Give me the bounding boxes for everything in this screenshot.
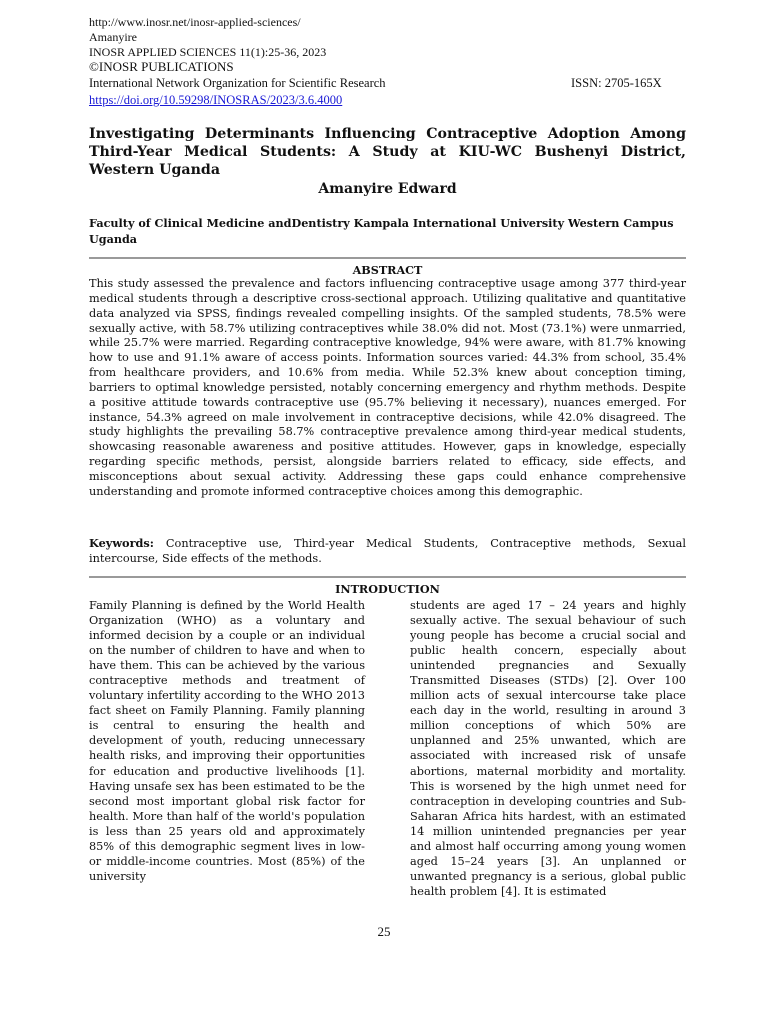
doi-link[interactable]: https://doi.org/10.59298/INOSRAS/2023/3.6.4000 <box>89 93 343 107</box>
keywords-text: Contraceptive use, Third-year Medical Students, Contraceptive methods, Sexual intercourse, Side effects of the methods. <box>89 537 686 565</box>
divider-introduction <box>89 576 686 578</box>
intro-right-column: students are aged 17 – 24 years and highly sexually active. The sexual behaviour of such young people has become a crucial social and public health concern, especially about unintended pregnancies and Sexually Transmitted Diseases (STDs) [2]. Over 100 million acts of sexual intercourse take place each day in the world, resulting in around 3 million conceptions of which 50% are unplanned and 25% unwanted, which are associated with increased risk of unsafe abortions, maternal morbidity and mortality. This is worsened by the high unmet need for contraception in developing countries and Sub-Saharan Africa hits hardest, with an estimated 14 million unintended pregnancies per year and almost half occurring among young women aged 15–24 years [3]. An unplanned or unwanted pregnancy is a serious, global public health problem [4]. It is estimated <box>410 599 686 898</box>
header-journal: INOSR APPLIED SCIENCES 11(1):25-36, 2023 <box>89 45 327 59</box>
paper-title: Investigating Determinants Influencing Contraceptive Adoption Among Third-Year Medical Students: A Study at KIU-WC Bushenyi District, Western Uganda <box>89 126 686 178</box>
keywords <box>89 536 686 566</box>
header-organization: International Network Organization for Scientific Research <box>89 76 386 90</box>
author-name: Amanyire Edward <box>318 181 457 197</box>
divider-abstract <box>89 257 686 259</box>
header-author: Amanyire <box>89 30 137 44</box>
keywords-label: Keywords: <box>89 536 154 550</box>
affiliation: Faculty of Clinical Medicine andDentistry Kampala International University Western Campus Uganda <box>89 216 674 246</box>
page-number: 25 <box>377 924 391 939</box>
introduction-heading: INTRODUCTION <box>335 582 440 596</box>
abstract-heading: ABSTRACT <box>352 263 423 277</box>
intro-left-column: Family Planning is defined by the World Health Organization (WHO) as a voluntary and informed decision by a couple or an individual on the number of children to have and when to have them. This can be achieved by the various contraceptive methods and treatment of voluntary infertility according to the WHO 2013 fact sheet on Family Planning. Family planning is central to ensuring the health and development of youth, reducing unnecessary health risks, and improving their opportunities for education and productive livelihoods [1]. Having unsafe sex has been estimated to be the second most important global risk factor for health. More than half of the world's population is less than 25 years old and approximately 85% of this demographic segment lives in low- or middle-income countries. Most (85%) of the university <box>89 599 365 883</box>
header-publisher: ©INOSR PUBLICATIONS <box>89 59 234 74</box>
abstract-body: This study assessed the prevalence and factors influencing contraceptive usage among 377 third-year medical students through a descriptive cross-sectional approach. Utilizing qualitative and quantitative data analyzed via SPSS, findings revealed compelling insights. Of the sampled students, 78.5% were sexually active, with 58.7% utilizing contraceptives while 38.0% did not. Most (73.1%) were unmarried, while 25.7% were married. Regarding contraceptive knowledge, 94% were aware, with 81.7% knowing how to use and 91.1% aware of access points. Information sources varied: 44.3% from school, 35.4% from healthcare providers, and 10.6% from media. While 52.3% knew about conception timing, barriers to optimal knowledge persisted, notably concerning emergency and rhythm methods. Despite a positive attitude towards contraceptive use (95.7% believing it necessary), nuances emerged. For instance, 54.3% agreed on male involvement in contraceptive decisions, while 42.0% disagreed. The study highlights the prevailing 58.7% contraceptive prevalence among third-year medical students, showcasing reasonable awareness and positive attitudes. However, gaps in knowledge, especially regarding specific methods, persist, alongside barriers related to efficacy, side effects, and misconceptions about sexual activity. Addressing these gaps could enhance comprehensive understanding and promote informed contraceptive choices among this demographic. <box>89 277 686 498</box>
header-url: http://www.inosr.net/inosr-applied-sciences/ <box>89 15 301 29</box>
header-issn: ISSN: 2705-165X <box>571 76 662 90</box>
